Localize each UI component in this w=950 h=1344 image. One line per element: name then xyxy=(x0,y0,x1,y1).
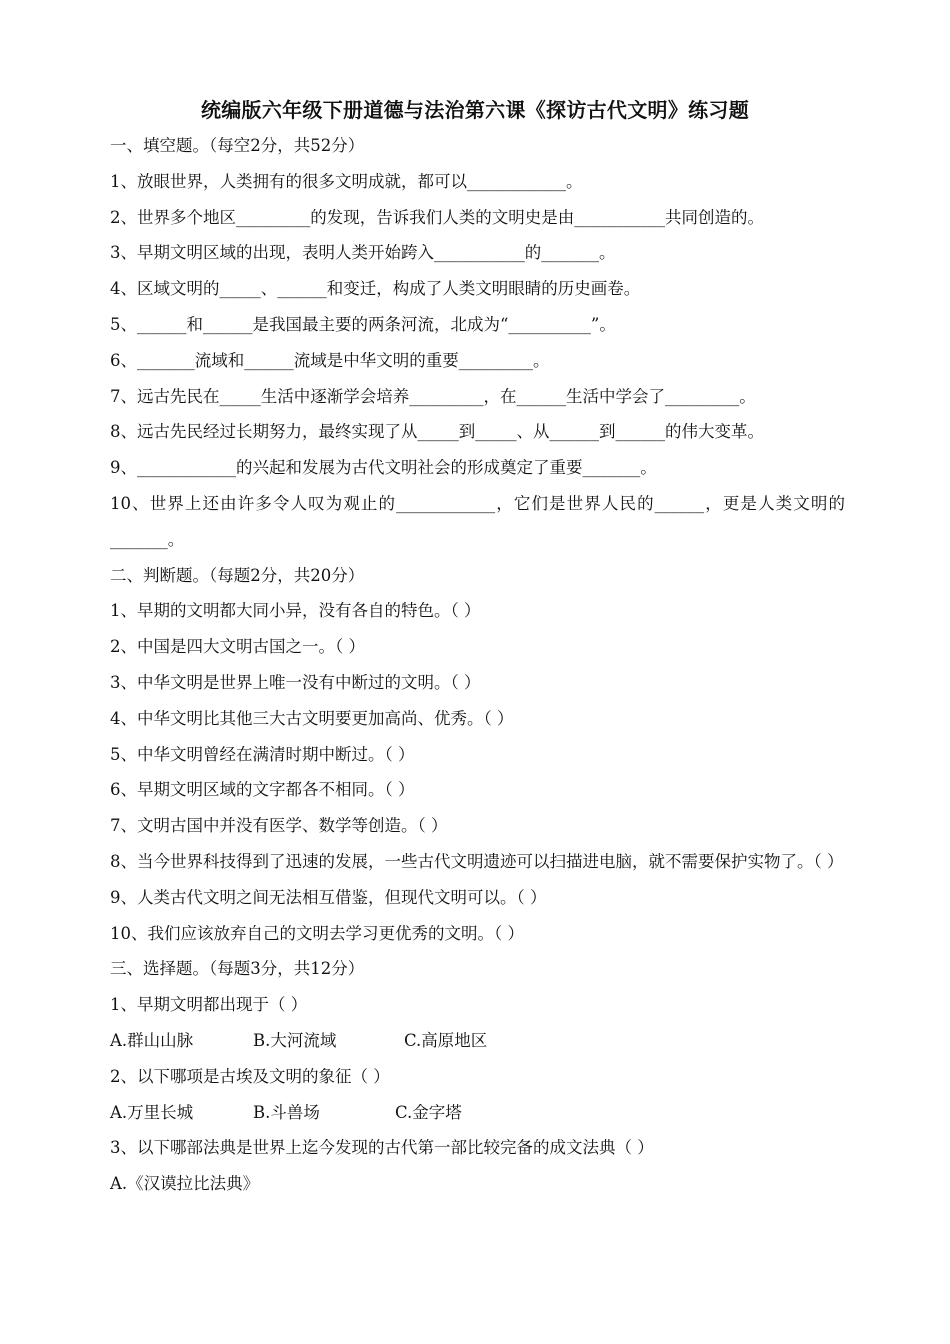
true-false-question-5: 5、中华文明曾经在满清时期中断过。（ ） xyxy=(110,744,415,764)
worksheet-content xyxy=(110,128,845,1202)
choice-question-3-stem: 3、以下哪部法典是世界上迄今发现的古代第一部比较完备的成文法典（ ） xyxy=(110,1138,654,1158)
choice-question-2-option-c: C.金字塔 xyxy=(395,1102,462,1122)
choice-question-2-options xyxy=(110,1095,845,1131)
true-false-question-1: 1、早期的文明都大同小异，没有各自的特色。（ ） xyxy=(110,601,481,621)
choice-question-1-stem: 1、早期文明都出现于（ ） xyxy=(110,995,308,1015)
true-false-question-8: 8、当今世界科技得到了迅速的发展，一些古代文明遗迹可以扫描进电脑，就不需要保护实物了。（ ） xyxy=(110,851,844,871)
choice-question-2-option-a: A.万里长城 xyxy=(110,1102,194,1122)
true-false-question-2: 2、中国是四大文明古国之一。（ ） xyxy=(110,637,365,657)
choice-question-2-stem: 2、以下哪项是古埃及文明的象征（ ） xyxy=(110,1066,390,1086)
fill-blank-question-3: 3、早期文明区域的出现，表明人类开始跨入___________的_______。 xyxy=(110,243,616,263)
choice-question-2-option-b: B.斗兽场 xyxy=(253,1102,320,1122)
fill-blank-question-7: 7、远古先民在_____生活中逐渐学会培养_________，在______生活中学会了_________。 xyxy=(110,386,756,406)
true-false-question-7: 7、文明古国中并没有医学、数学等创造。（ ） xyxy=(110,816,448,836)
fill-blank-question-1: 1、放眼世界，人类拥有的很多文明成就，都可以____________。 xyxy=(110,171,583,191)
section-heading-multiple-choice: 三、选择题。（每题3分，共12分） xyxy=(110,959,365,979)
fill-blank-question-4: 4、区域文明的_____、______和变迁，构成了人类文明眼睛的历史画卷。 xyxy=(110,279,641,299)
choice-question-3-option-a: A.《汉谟拉比法典》 xyxy=(110,1174,260,1194)
true-false-question-10: 10、我们应该放弃自己的文明去学习更优秀的文明。（ ） xyxy=(110,923,524,943)
fill-blank-question-10: 10、世界上还由许多令人叹为观止的____________，它们是世界人民的______，更是人类文明的_______。 xyxy=(110,493,845,549)
fill-blank-question-2: 2、世界多个地区_________的发现，告诉我们人类的文明史是由___________共同创造的。 xyxy=(110,207,764,227)
page-title: 统编版六年级下册道德与法治第六课《探访古代文明》练习题 xyxy=(200,98,750,122)
true-false-question-9: 9、人类古代文明之间无法相互借鉴，但现代文明可以。（ ） xyxy=(110,887,547,907)
section-heading-fill-blank: 一、填空题。（每空2分，共52分） xyxy=(110,136,365,155)
fill-blank-question-9: 9、____________的兴起和发展为古代文明社会的形成奠定了重要_______。 xyxy=(110,458,657,478)
choice-question-1-option-b: B.大河流域 xyxy=(253,1030,337,1050)
section-heading-true-false: 二、判断题。（每题2分，共20分） xyxy=(110,565,365,585)
fill-blank-question-5: 5、______和______是我国最主要的两条河流，北成为“__________”。 xyxy=(110,314,616,334)
choice-question-1-option-a: A.群山山脉 xyxy=(110,1030,194,1050)
choice-question-1-option-c: C.高原地区 xyxy=(404,1030,488,1050)
true-false-question-4: 4、中华文明比其他三大古文明要更加高尚、优秀。（ ） xyxy=(110,708,514,728)
choice-question-1-options xyxy=(110,1023,845,1059)
fill-blank-question-6: 6、_______流域和______流域是中华文明的重要_________。 xyxy=(110,350,550,370)
true-false-question-6: 6、早期文明区域的文字都各不相同。（ ） xyxy=(110,780,415,800)
fill-blank-question-8: 8、远古先民经过长期努力，最终实现了从_____到_____、从______到______的伟大变革。 xyxy=(110,422,764,442)
true-false-question-3: 3、中华文明是世界上唯一没有中断过的文明。（ ） xyxy=(110,672,481,692)
